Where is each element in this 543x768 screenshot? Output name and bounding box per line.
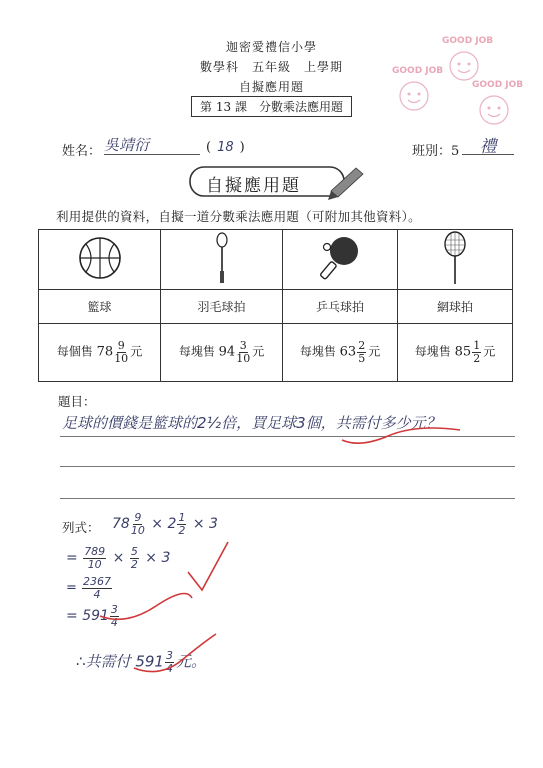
icon-row (39, 230, 513, 290)
answer-sentence: ∴共需付 591 $\frac{3}{4}$ 元。 (76, 649, 206, 675)
student-number (206, 140, 245, 155)
name-field: 吳靖衍 (104, 134, 200, 155)
subject-line: 數學科 五年級 上學期 (199, 60, 343, 74)
items-table (38, 229, 513, 382)
school-name: 迦密愛禮信小學 (225, 40, 317, 54)
basketball-icon (76, 234, 124, 282)
badminton-cell (161, 230, 283, 290)
working-line-1: 78 $\frac{9}{10}$ × 2 $\frac{1}{2}$ × 3 (112, 511, 218, 537)
good-job-stamp-2 (382, 64, 446, 116)
ping-pong-cell (283, 230, 398, 290)
item-price-2: 每塊售 63 $\frac{2}{5}$ 元 (283, 324, 398, 382)
working-line-3: = $\frac{2367}{4}$ (66, 575, 112, 601)
item-price-1: 每塊售 94 $\frac{3}{10}$ 元 (161, 324, 283, 382)
instruction-text: 利用提供的資料，自擬一道分數乘法應用題（可附加其他資料）。 (56, 209, 421, 224)
item-name-2: 乒乓球拍 (283, 290, 398, 324)
lesson-box: 第 13 課 分數乘法應用題 (191, 96, 352, 117)
item-name-1: 羽毛球拍 (161, 290, 283, 324)
answer-line-3 (60, 498, 515, 499)
badminton-racket-icon (207, 231, 237, 285)
item-name-0: 籃球 (39, 290, 161, 324)
tennis-cell (398, 230, 513, 290)
class-field: 禮 (462, 132, 514, 155)
name-row (39, 290, 513, 324)
class-label: 班別：5 (412, 144, 460, 159)
stamp-text-3: GOOD JOB (472, 80, 524, 90)
ping-pong-paddle-icon (315, 233, 365, 283)
number-open: ( (206, 140, 212, 155)
name-label: 姓名： (62, 144, 102, 159)
teacher-tick-question (340, 426, 480, 446)
basketball-cell (39, 230, 161, 290)
good-job-stamp-3 (462, 78, 526, 130)
stamp-text-1: GOOD JOB (442, 36, 494, 46)
doc-title: 自擬應用題 (238, 80, 304, 94)
banner (186, 164, 366, 200)
item-price-3: 每塊售 85 $\frac{1}{2}$ 元 (398, 324, 513, 382)
tennis-racket-icon (440, 230, 470, 286)
price-row (39, 324, 513, 382)
number-close: ) (239, 140, 245, 155)
item-name-3: 網球拍 (398, 290, 513, 324)
banner-title: 自擬應用題 (206, 176, 301, 196)
answer-line-2 (60, 466, 515, 467)
item-price-0: 每個售 78 $\frac{9}{10}$ 元 (39, 324, 161, 382)
stamp-text-2: GOOD JOB (392, 66, 444, 76)
question-handwriting: 足球的價錢是籃球的2½倍，買足球3個，共需付多少元？ (62, 414, 441, 432)
teacher-tick-answer (130, 630, 220, 680)
working-label: 列式： (62, 520, 100, 535)
number-value: 18 (217, 140, 234, 155)
working-line-2: = $\frac{789}{10}$ × $\frac{5}{2}$ × 3 (66, 545, 171, 571)
working-line-4: = 591 $\frac{3}{4}$ (66, 603, 118, 629)
teacher-tick-working (96, 540, 236, 640)
question-label: 題目： (58, 394, 96, 409)
